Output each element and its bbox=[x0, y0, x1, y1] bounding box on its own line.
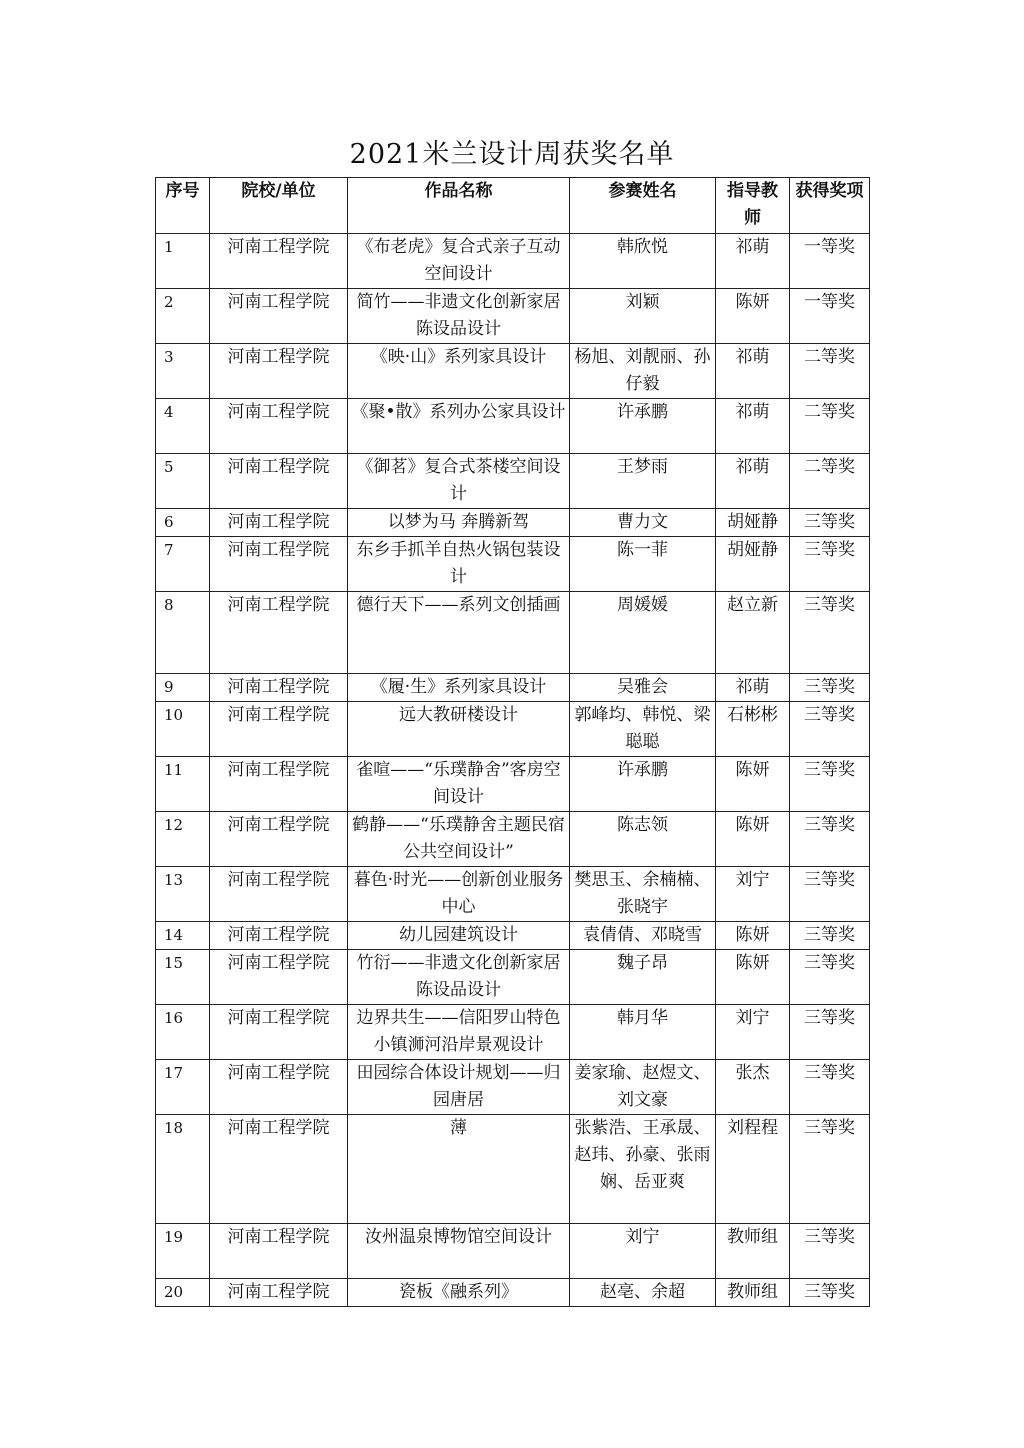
cell-teacher: 祁萌 bbox=[716, 234, 790, 289]
header-no: 序号 bbox=[156, 178, 210, 234]
cell-award: 三等奖 bbox=[790, 867, 870, 922]
cell-no: 2 bbox=[156, 289, 210, 344]
cell-work: 鹤静——“乐璞静舍主题民宿公共空间设计” bbox=[348, 812, 570, 867]
cell-work: 竹衍——非遗文化创新家居陈设品设计 bbox=[348, 950, 570, 1005]
cell-no: 12 bbox=[156, 812, 210, 867]
table-row bbox=[156, 344, 870, 399]
table-row bbox=[156, 757, 870, 812]
cell-work: 汝州温泉博物馆空间设计 bbox=[348, 1224, 570, 1279]
table-row bbox=[156, 812, 870, 867]
table-row bbox=[156, 1060, 870, 1115]
cell-names: 杨旭、刘靓丽、孙仔毅 bbox=[570, 344, 716, 399]
cell-award: 二等奖 bbox=[790, 344, 870, 399]
cell-teacher: 教师组 bbox=[716, 1224, 790, 1279]
cell-award: 三等奖 bbox=[790, 1115, 870, 1224]
cell-no: 9 bbox=[156, 674, 210, 702]
cell-award: 三等奖 bbox=[790, 1005, 870, 1060]
table-row bbox=[156, 1224, 870, 1279]
cell-names: 周媛媛 bbox=[570, 592, 716, 674]
cell-teacher: 陈妍 bbox=[716, 289, 790, 344]
cell-teacher: 赵立新 bbox=[716, 592, 790, 674]
cell-names: 赵亳、余超 bbox=[570, 1279, 716, 1307]
cell-unit: 河南工程学院 bbox=[210, 234, 348, 289]
cell-no: 17 bbox=[156, 1060, 210, 1115]
table-row bbox=[156, 702, 870, 757]
cell-work: 暮色·时光——创新创业服务中心 bbox=[348, 867, 570, 922]
cell-names: 韩欣悦 bbox=[570, 234, 716, 289]
cell-award: 三等奖 bbox=[790, 812, 870, 867]
cell-work: 东乡手抓羊自热火锅包装设计 bbox=[348, 537, 570, 592]
cell-no: 14 bbox=[156, 922, 210, 950]
cell-work: 薄 bbox=[348, 1115, 570, 1224]
cell-unit: 河南工程学院 bbox=[210, 1224, 348, 1279]
cell-no: 15 bbox=[156, 950, 210, 1005]
cell-unit: 河南工程学院 bbox=[210, 399, 348, 454]
cell-teacher: 张杰 bbox=[716, 1060, 790, 1115]
cell-names: 曹力文 bbox=[570, 509, 716, 537]
cell-no: 10 bbox=[156, 702, 210, 757]
cell-teacher: 祁萌 bbox=[716, 399, 790, 454]
cell-unit: 河南工程学院 bbox=[210, 289, 348, 344]
cell-names: 刘颖 bbox=[570, 289, 716, 344]
cell-teacher: 陈妍 bbox=[716, 757, 790, 812]
header-work: 作品名称 bbox=[348, 178, 570, 234]
cell-work: 田园综合体设计规划——归园唐居 bbox=[348, 1060, 570, 1115]
cell-names: 袁倩倩、邓晓雪 bbox=[570, 922, 716, 950]
header-names: 参赛姓名 bbox=[570, 178, 716, 234]
cell-teacher: 刘宁 bbox=[716, 867, 790, 922]
cell-award: 三等奖 bbox=[790, 757, 870, 812]
table-row bbox=[156, 867, 870, 922]
cell-unit: 河南工程学院 bbox=[210, 1005, 348, 1060]
cell-award: 三等奖 bbox=[790, 950, 870, 1005]
cell-award: 三等奖 bbox=[790, 592, 870, 674]
cell-unit: 河南工程学院 bbox=[210, 592, 348, 674]
cell-teacher: 陈妍 bbox=[716, 922, 790, 950]
cell-names: 姜家瑜、赵煜文、刘文豪 bbox=[570, 1060, 716, 1115]
cell-award: 三等奖 bbox=[790, 1060, 870, 1115]
cell-work: 德行天下——系列文创插画 bbox=[348, 592, 570, 674]
cell-teacher: 石彬彬 bbox=[716, 702, 790, 757]
cell-unit: 河南工程学院 bbox=[210, 1060, 348, 1115]
cell-names: 许承鹏 bbox=[570, 757, 716, 812]
table-row bbox=[156, 234, 870, 289]
cell-no: 20 bbox=[156, 1279, 210, 1307]
table-row bbox=[156, 509, 870, 537]
cell-unit: 河南工程学院 bbox=[210, 867, 348, 922]
cell-no: 1 bbox=[156, 234, 210, 289]
cell-teacher: 胡娅静 bbox=[716, 509, 790, 537]
cell-award: 三等奖 bbox=[790, 922, 870, 950]
cell-no: 6 bbox=[156, 509, 210, 537]
cell-unit: 河南工程学院 bbox=[210, 674, 348, 702]
cell-unit: 河南工程学院 bbox=[210, 922, 348, 950]
cell-work: 《映·山》系列家具设计 bbox=[348, 344, 570, 399]
cell-work: 远大教研楼设计 bbox=[348, 702, 570, 757]
cell-teacher: 教师组 bbox=[716, 1279, 790, 1307]
cell-unit: 河南工程学院 bbox=[210, 509, 348, 537]
cell-teacher: 刘程程 bbox=[716, 1115, 790, 1224]
header-teacher: 指导教师 bbox=[716, 178, 790, 234]
table-row bbox=[156, 1115, 870, 1224]
cell-work: 以梦为马 奔腾新驾 bbox=[348, 509, 570, 537]
cell-names: 韩月华 bbox=[570, 1005, 716, 1060]
cell-award: 二等奖 bbox=[790, 399, 870, 454]
cell-unit: 河南工程学院 bbox=[210, 454, 348, 509]
cell-award: 二等奖 bbox=[790, 454, 870, 509]
table-header-row bbox=[156, 178, 870, 234]
cell-no: 16 bbox=[156, 1005, 210, 1060]
cell-unit: 河南工程学院 bbox=[210, 537, 348, 592]
cell-work: 简竹——非遗文化创新家居陈设品设计 bbox=[348, 289, 570, 344]
cell-work: 《履·生》系列家具设计 bbox=[348, 674, 570, 702]
table-row bbox=[156, 454, 870, 509]
cell-unit: 河南工程学院 bbox=[210, 812, 348, 867]
cell-work: 边界共生——信阳罗山特色小镇浉河沿岸景观设计 bbox=[348, 1005, 570, 1060]
table-row bbox=[156, 289, 870, 344]
cell-no: 11 bbox=[156, 757, 210, 812]
table-row bbox=[156, 1005, 870, 1060]
cell-names: 郭峰均、韩悦、梁聪聪 bbox=[570, 702, 716, 757]
cell-no: 8 bbox=[156, 592, 210, 674]
cell-teacher: 陈妍 bbox=[716, 812, 790, 867]
cell-names: 魏子昂 bbox=[570, 950, 716, 1005]
cell-award: 三等奖 bbox=[790, 702, 870, 757]
table-row bbox=[156, 537, 870, 592]
cell-work: 《聚•散》系列办公家具设计 bbox=[348, 399, 570, 454]
cell-award: 三等奖 bbox=[790, 674, 870, 702]
table-row bbox=[156, 1279, 870, 1307]
cell-teacher: 陈妍 bbox=[716, 950, 790, 1005]
cell-work: 瓷板《融系列》 bbox=[348, 1279, 570, 1307]
cell-teacher: 胡娅静 bbox=[716, 537, 790, 592]
cell-no: 4 bbox=[156, 399, 210, 454]
cell-work: 幼儿园建筑设计 bbox=[348, 922, 570, 950]
table-body bbox=[156, 234, 870, 1307]
cell-names: 王梦雨 bbox=[570, 454, 716, 509]
cell-teacher: 刘宁 bbox=[716, 1005, 790, 1060]
cell-unit: 河南工程学院 bbox=[210, 950, 348, 1005]
cell-unit: 河南工程学院 bbox=[210, 344, 348, 399]
cell-no: 3 bbox=[156, 344, 210, 399]
cell-teacher: 祁萌 bbox=[716, 344, 790, 399]
cell-no: 13 bbox=[156, 867, 210, 922]
table-row bbox=[156, 674, 870, 702]
cell-award: 三等奖 bbox=[790, 1224, 870, 1279]
cell-unit: 河南工程学院 bbox=[210, 1279, 348, 1307]
cell-unit: 河南工程学院 bbox=[210, 757, 348, 812]
table-row bbox=[156, 592, 870, 674]
awards-table bbox=[155, 177, 870, 1307]
cell-unit: 河南工程学院 bbox=[210, 702, 348, 757]
cell-no: 19 bbox=[156, 1224, 210, 1279]
page-title: 2021米兰设计周获奖名单 bbox=[349, 139, 675, 170]
cell-names: 许承鹏 bbox=[570, 399, 716, 454]
cell-names: 吴雅会 bbox=[570, 674, 716, 702]
table-row bbox=[156, 399, 870, 454]
cell-no: 18 bbox=[156, 1115, 210, 1224]
table-row bbox=[156, 922, 870, 950]
cell-no: 5 bbox=[156, 454, 210, 509]
cell-unit: 河南工程学院 bbox=[210, 1115, 348, 1224]
cell-no: 7 bbox=[156, 537, 210, 592]
cell-award: 一等奖 bbox=[790, 289, 870, 344]
cell-award: 一等奖 bbox=[790, 234, 870, 289]
cell-work: 《御茗》复合式茶楼空间设计 bbox=[348, 454, 570, 509]
cell-teacher: 祁萌 bbox=[716, 454, 790, 509]
cell-names: 刘宁 bbox=[570, 1224, 716, 1279]
cell-names: 陈一菲 bbox=[570, 537, 716, 592]
cell-work: 雀喧——“乐璞静舍”客房空间设计 bbox=[348, 757, 570, 812]
cell-award: 三等奖 bbox=[790, 509, 870, 537]
header-unit: 院校/单位 bbox=[210, 178, 348, 234]
cell-names: 樊思玉、余楠楠、张晓宇 bbox=[570, 867, 716, 922]
header-award: 获得奖项 bbox=[790, 178, 870, 234]
cell-award: 三等奖 bbox=[790, 1279, 870, 1307]
cell-names: 张紫浩、王承晟、赵玮、孙豪、张雨娴、岳亚爽 bbox=[570, 1115, 716, 1224]
cell-names: 陈志领 bbox=[570, 812, 716, 867]
table-row bbox=[156, 950, 870, 1005]
cell-work: 《布老虎》复合式亲子互动空间设计 bbox=[348, 234, 570, 289]
cell-award: 三等奖 bbox=[790, 537, 870, 592]
cell-teacher: 祁萌 bbox=[716, 674, 790, 702]
